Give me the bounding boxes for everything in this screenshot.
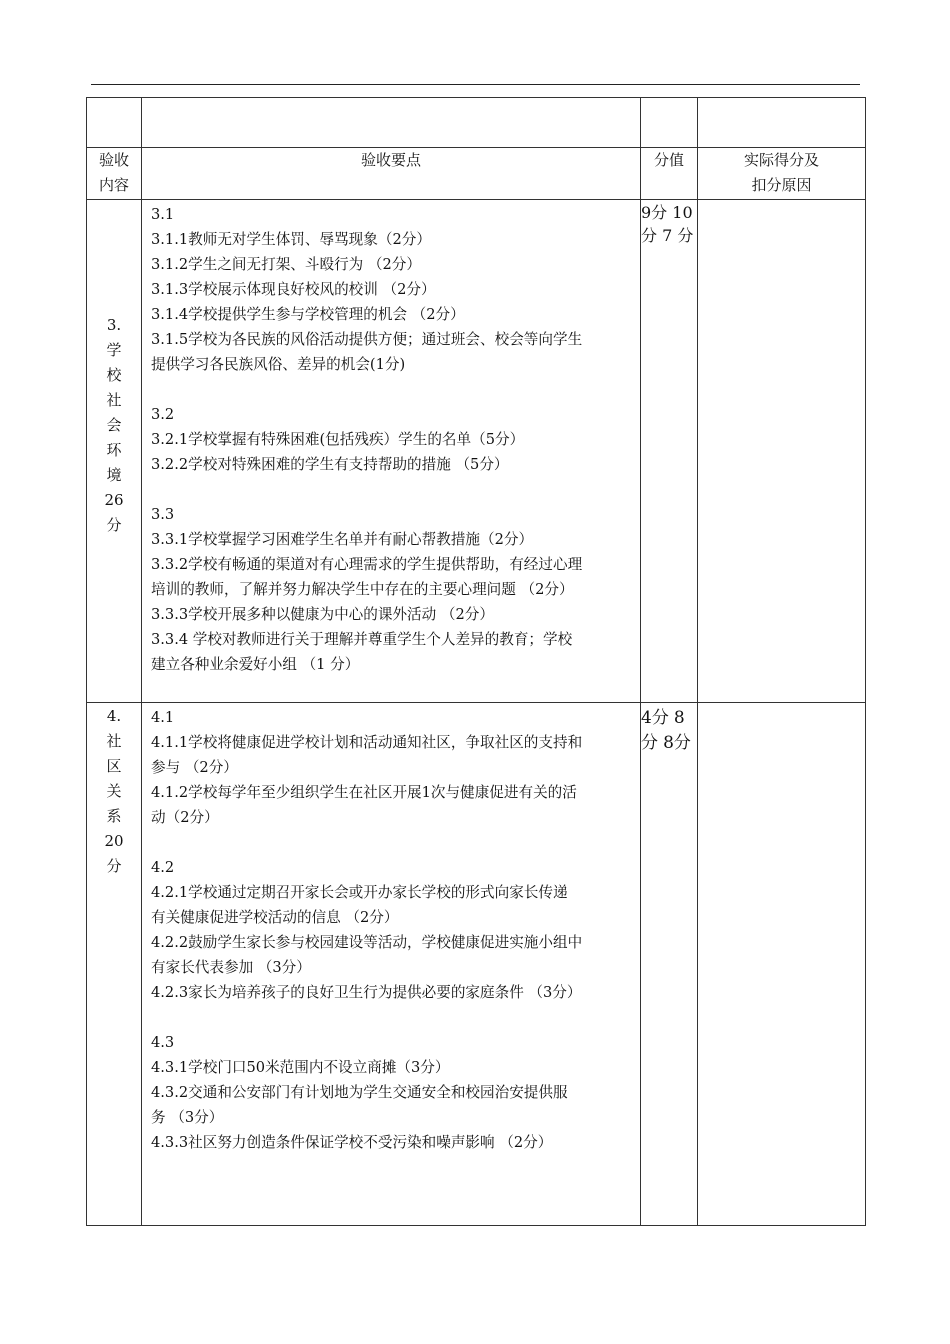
section-points	[142, 200, 641, 703]
section-row-3	[87, 200, 866, 703]
category-char: 关	[106, 782, 122, 800]
category-char: 4.	[106, 707, 122, 725]
point-line: 3.3.1学校掌握学习困难学生名单并有耐心帮教措施（2分）	[151, 531, 534, 548]
header-actual-line2: 扣分原因	[751, 176, 812, 194]
point-line: 4.1.2学校每学年至少组织学生在社区开展1次与健康促进有关的活	[151, 784, 577, 801]
category-char: 环	[106, 441, 122, 459]
header-points: 验收要点	[142, 148, 641, 200]
category-char: 区	[106, 757, 122, 775]
point-group	[151, 402, 632, 477]
score-value: 8分	[663, 733, 691, 753]
section-scores	[641, 703, 698, 1226]
blank-cell	[142, 98, 641, 148]
point-group	[151, 855, 632, 1005]
point-line: 4.2.1学校通过定期召开家长会或开办家长学校的形式向家长传递	[151, 884, 568, 901]
point-line: 4.3	[151, 1034, 175, 1051]
point-line: 3.3.2学校有畅通的渠道对有心理需求的学生提供帮助，有经过心理	[151, 556, 583, 573]
point-line: 3.3.3学校开展多种以健康为中心的课外活动 （2分）	[151, 606, 494, 623]
point-line: 3.1.5学校为各民族的风俗活动提供方便；通过班会、校会等向学生	[151, 331, 583, 348]
point-line: 动（2分）	[151, 809, 219, 826]
category-char: 社	[106, 391, 122, 409]
point-group	[151, 705, 632, 830]
point-line: 3.1.2学生之间无打架、斗殴行为 （2分）	[151, 256, 421, 273]
point-line: 4.3.2交通和公安部门有计划地为学生交通安全和校园治安提供服	[151, 1084, 568, 1101]
point-line: 参与 （2分）	[151, 759, 238, 776]
category-char: 学	[106, 341, 122, 359]
point-line: 4.2.2鼓励学生家长参与校园建设等活动，学校健康促进实施小组中	[151, 934, 583, 951]
category-char: 境	[106, 466, 122, 484]
category-char: 3.	[106, 316, 122, 334]
point-line: 3.1.3学校展示体现良好校风的校训 （2分）	[151, 281, 436, 298]
blank-top-row	[87, 98, 866, 148]
section-points	[142, 703, 641, 1226]
point-line: 4.2	[151, 859, 175, 876]
section-category	[87, 200, 142, 703]
category-char: 26	[104, 491, 124, 509]
point-line: 3.1.1教师无对学生体罚、辱骂现象（2分）	[151, 231, 431, 248]
point-line: 有关健康促进学校活动的信息 （2分）	[151, 909, 399, 926]
blank-cell	[698, 98, 866, 148]
section-scores	[641, 200, 698, 703]
category-char: 系	[106, 807, 122, 825]
score-value: 10 分	[641, 203, 693, 245]
header-row	[87, 148, 866, 200]
page-header-rule	[91, 84, 860, 85]
point-group	[151, 202, 632, 377]
point-line: 3.2	[151, 406, 175, 423]
point-line: 培训的教师，了解并努力解决学生中存在的主要心理问题 （2分）	[151, 581, 574, 598]
point-line: 建立各种业余爱好小组 （1 分）	[151, 656, 360, 673]
score-value: 7 分	[662, 226, 694, 245]
point-line: 务 （3分）	[151, 1109, 224, 1126]
score-value: 9分	[641, 203, 668, 222]
section-category-text	[87, 703, 141, 879]
section-category-text	[87, 200, 141, 538]
section-category	[87, 703, 142, 1226]
header-content-line1: 验收	[98, 151, 129, 169]
category-char: 社	[106, 732, 122, 750]
point-line: 3.2.2学校对特殊困难的学生有支持帮助的措施 （5分）	[151, 456, 509, 473]
blank-cell	[641, 98, 698, 148]
point-line: 3.2.1学校掌握有特殊困难(包括残疾）学生的名单（5分）	[151, 431, 525, 448]
header-actual-line1: 实际得分及	[743, 151, 819, 169]
actual-score-cell[interactable]	[698, 200, 866, 703]
point-line: 3.3.4 学校对教师进行关于理解并尊重学生个人差异的教育；学校	[151, 631, 573, 648]
score-value: 4分	[641, 708, 669, 728]
point-line: 有家长代表参加 （3分）	[151, 959, 311, 976]
point-line: 4.1.1学校将健康促进学校计划和活动通知社区，争取社区的支持和	[151, 734, 583, 751]
point-group	[151, 1030, 632, 1155]
point-line: 4.1	[151, 709, 175, 726]
point-line: 4.3.3社区努力创造条件保证学校不受污染和噪声影响 （2分）	[151, 1134, 553, 1151]
header-content-line2: 内容	[98, 176, 129, 194]
actual-score-cell[interactable]	[698, 703, 866, 1226]
point-line: 提供学习各民族风俗、差异的机会(1分)	[151, 356, 406, 373]
point-line: 3.3	[151, 506, 175, 523]
blank-cell	[87, 98, 142, 148]
category-char: 分	[106, 857, 122, 875]
score-value: 8分	[641, 708, 685, 753]
acceptance-table	[86, 97, 866, 1226]
category-char: 分	[106, 516, 122, 534]
category-char: 20	[104, 832, 124, 850]
point-line: 4.2.3家长为培养孩子的良好卫生行为提供必要的家庭条件 （3分）	[151, 984, 582, 1001]
point-line: 3.1.4学校提供学生参与学校管理的机会 （2分）	[151, 306, 465, 323]
point-group	[151, 502, 632, 677]
header-actual-score	[698, 148, 866, 200]
point-line: 4.3.1学校门口50米范围内不设立商摊（3分）	[151, 1059, 450, 1076]
section-row-4	[87, 703, 866, 1226]
category-char: 会	[106, 416, 122, 434]
header-content	[87, 148, 142, 200]
category-char: 校	[106, 366, 122, 384]
header-score: 分值	[641, 148, 698, 200]
point-line: 3.1	[151, 206, 175, 223]
